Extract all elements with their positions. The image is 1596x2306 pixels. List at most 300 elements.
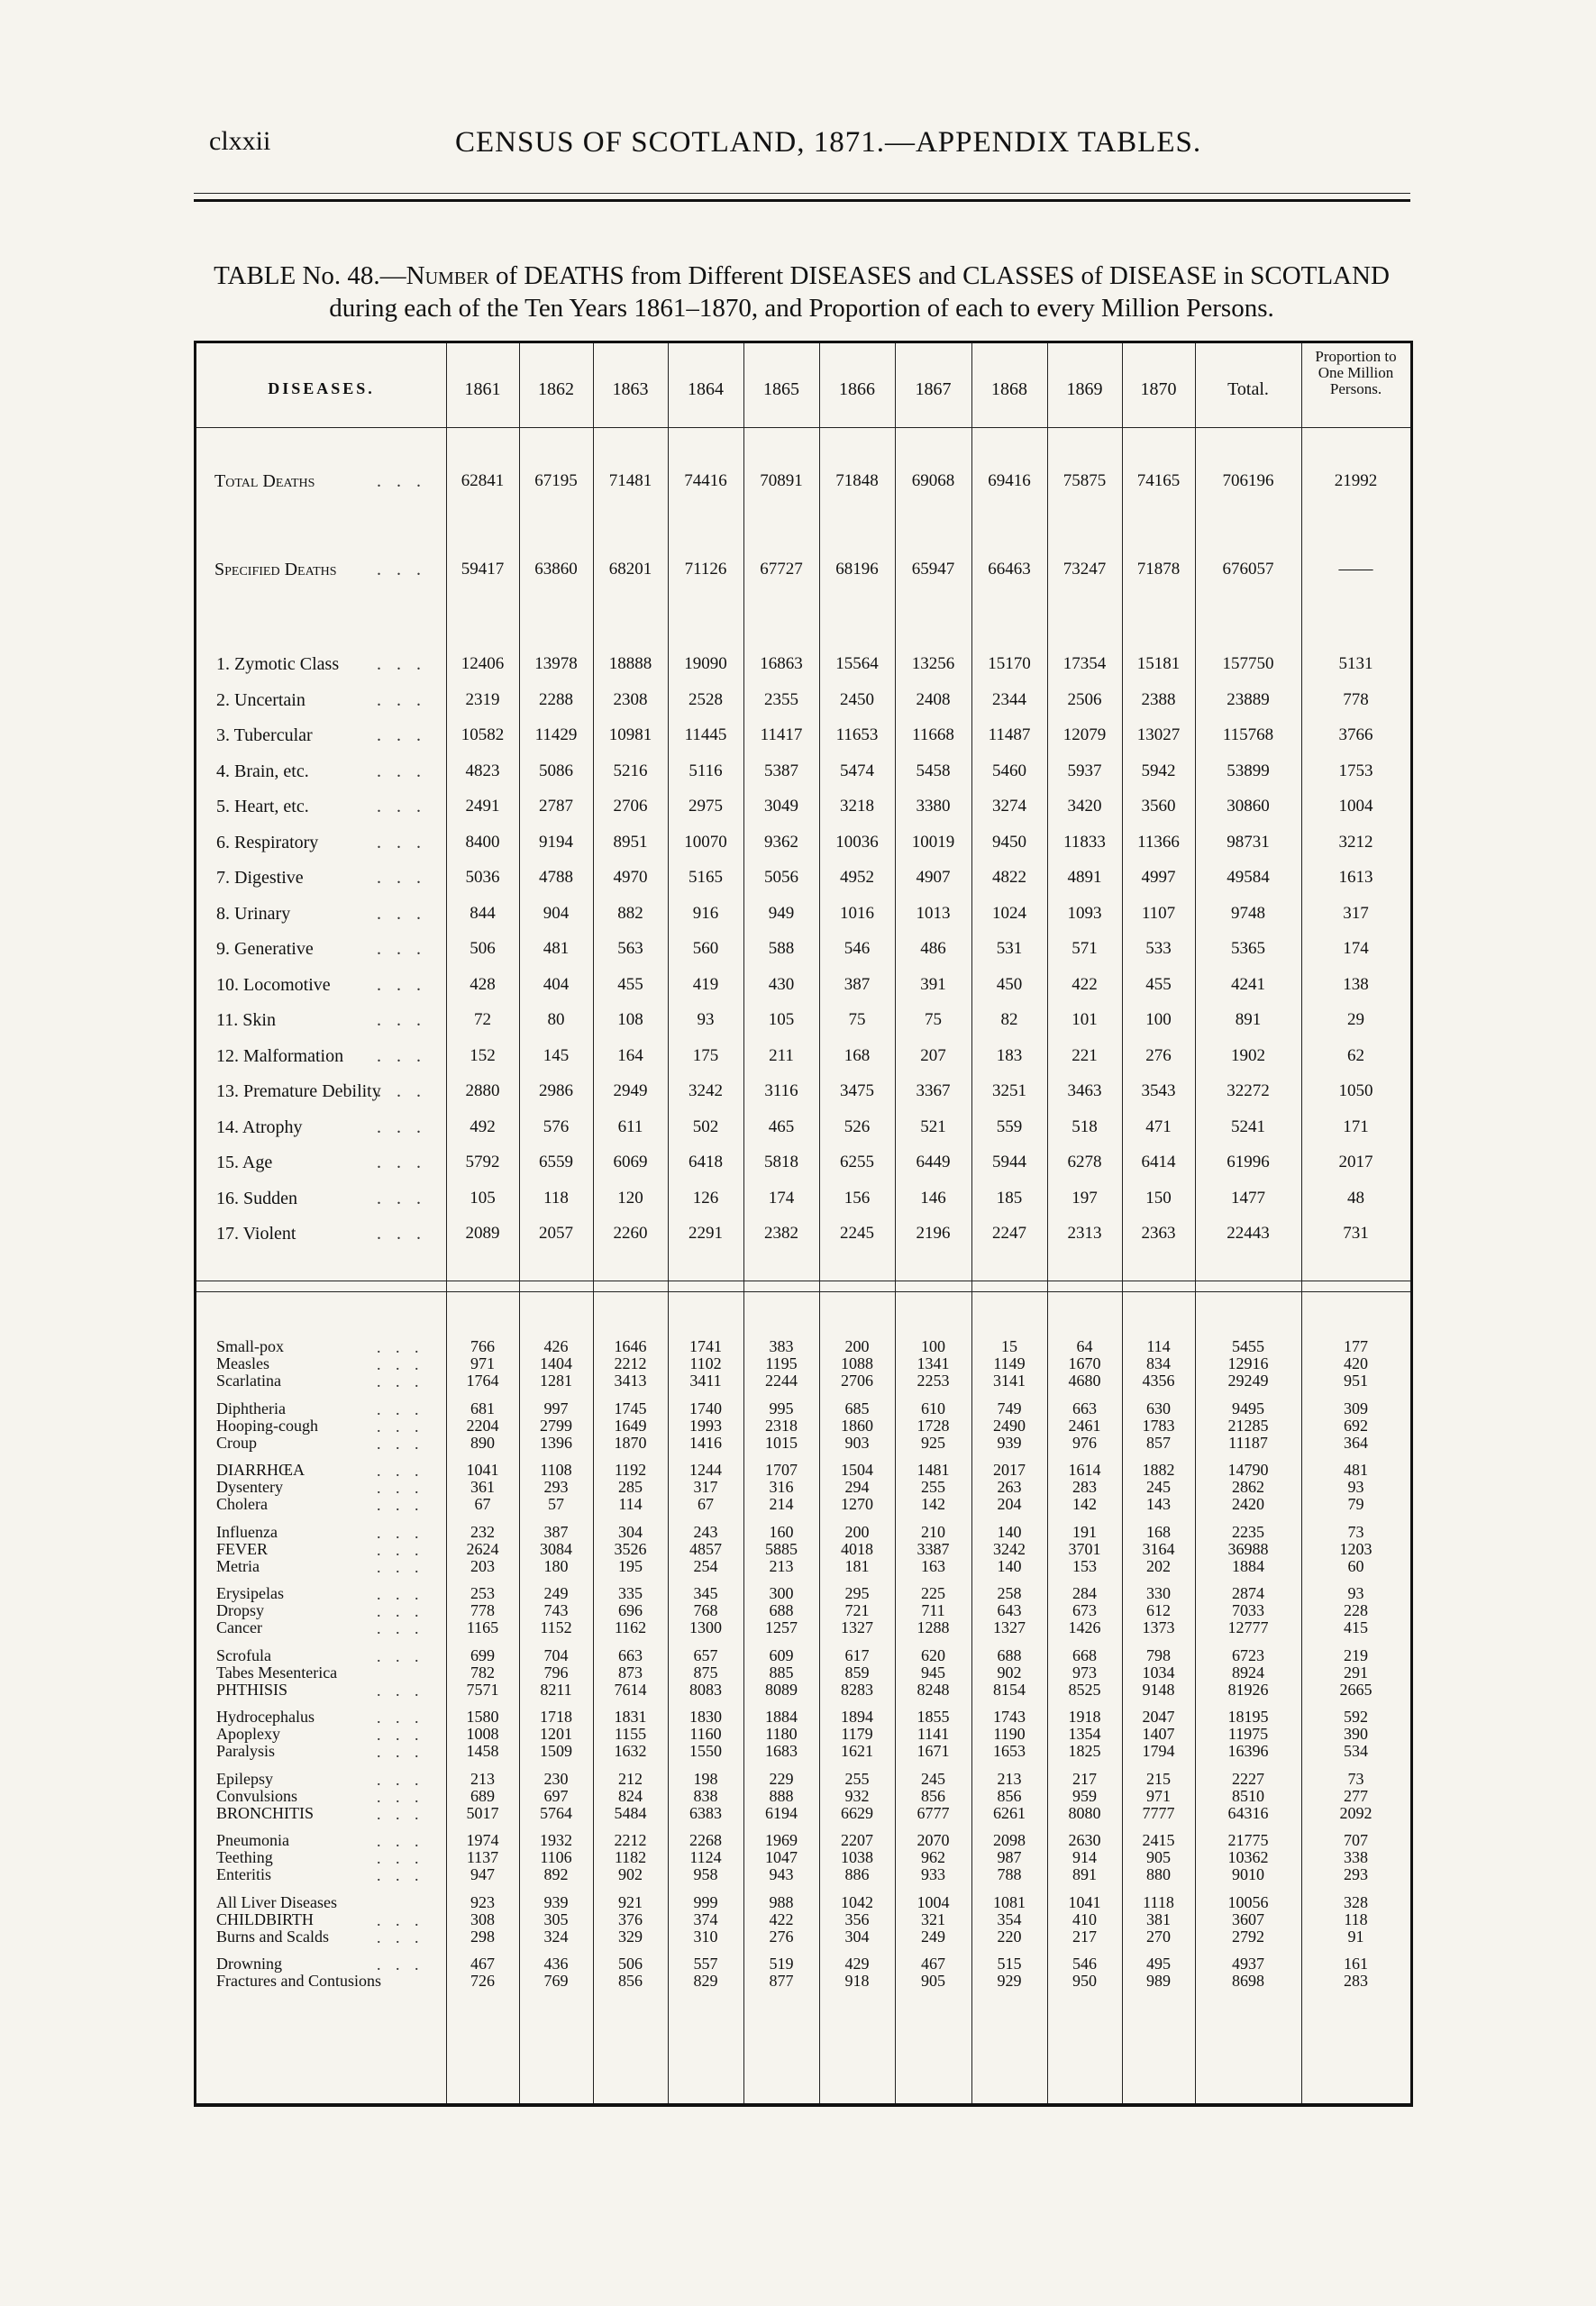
leader-dots: . . . bbox=[377, 1619, 424, 1637]
data-cell: 4823 bbox=[465, 761, 500, 780]
row-label: Enteritis bbox=[216, 1865, 271, 1883]
data-cell: 7614 bbox=[614, 1680, 647, 1699]
data-cell: 904 bbox=[543, 903, 570, 923]
data-cell: 2355 bbox=[764, 689, 798, 709]
data-cell: 2799 bbox=[540, 1416, 572, 1435]
data-cell: 71481 bbox=[608, 471, 652, 490]
row-label: 3. Tubercular bbox=[216, 725, 313, 745]
row-label: Total Deaths bbox=[214, 471, 315, 491]
leader-dots: . . . bbox=[377, 903, 426, 924]
data-cell: 426 bbox=[543, 1337, 569, 1355]
data-cell: 180 bbox=[543, 1556, 569, 1575]
data-cell: 859 bbox=[844, 1663, 870, 1682]
row-label: FEVER bbox=[216, 1539, 269, 1558]
row-label: Scarlatina bbox=[216, 1372, 281, 1390]
data-cell: 304 bbox=[618, 1522, 643, 1541]
data-cell: 21285 bbox=[1227, 1416, 1269, 1435]
data-cell: 100 bbox=[921, 1337, 945, 1355]
data-cell: 5460 bbox=[992, 761, 1026, 780]
data-cell: 30860 bbox=[1227, 797, 1270, 816]
data-cell: 100 bbox=[1145, 1010, 1172, 1029]
data-cell: 140 bbox=[997, 1522, 1022, 1541]
data-cell: 2490 bbox=[993, 1416, 1026, 1435]
row-label: 17. Violent bbox=[216, 1224, 296, 1244]
data-cell: 140 bbox=[997, 1556, 1022, 1575]
data-cell: 21775 bbox=[1227, 1831, 1269, 1849]
data-cell: 4997 bbox=[1141, 868, 1176, 887]
data-cell: 3413 bbox=[614, 1372, 647, 1390]
data-cell: 283 bbox=[1072, 1478, 1097, 1496]
data-cell: 321 bbox=[921, 1910, 945, 1928]
column-header: 1861 bbox=[464, 379, 501, 399]
leader-dots: . . . bbox=[377, 1153, 426, 1172]
data-cell: 1106 bbox=[540, 1848, 572, 1866]
data-cell: 663 bbox=[618, 1645, 643, 1664]
data-cell: 5387 bbox=[764, 761, 798, 780]
data-cell: 191 bbox=[1072, 1522, 1097, 1541]
data-cell: 13978 bbox=[534, 654, 578, 673]
row-label: 11. Skin bbox=[216, 1010, 276, 1030]
data-cell: 276 bbox=[769, 1927, 794, 1946]
data-cell: 1653 bbox=[993, 1742, 1026, 1760]
leader-dots: . . . bbox=[377, 1338, 424, 1356]
data-cell: 673 bbox=[1072, 1601, 1097, 1619]
data-cell: 11366 bbox=[1137, 832, 1180, 852]
data-cell: 5365 bbox=[1231, 939, 1265, 958]
data-cell: 2363 bbox=[1141, 1224, 1176, 1243]
column-header: 1867 bbox=[915, 379, 952, 399]
data-cell: 3141 bbox=[993, 1372, 1026, 1390]
data-cell: 7571 bbox=[466, 1680, 499, 1699]
data-cell: 328 bbox=[1344, 1892, 1368, 1911]
row-label: All Liver Diseases bbox=[216, 1892, 337, 1911]
data-cell: 2874 bbox=[1232, 1584, 1264, 1602]
leader-dots: . . . bbox=[377, 1646, 424, 1665]
data-cell: 4937 bbox=[1232, 1955, 1264, 1973]
data-cell: 8698 bbox=[1232, 1972, 1264, 1990]
data-cell: 918 bbox=[844, 1972, 870, 1990]
data-cell: 64 bbox=[1076, 1337, 1093, 1355]
data-cell: 19090 bbox=[684, 654, 727, 673]
data-cell: 13256 bbox=[911, 654, 955, 673]
data-cell: 1008 bbox=[466, 1725, 499, 1743]
data-cell: 875 bbox=[693, 1663, 718, 1682]
data-cell: 61996 bbox=[1227, 1153, 1270, 1171]
data-cell: 766 bbox=[470, 1337, 495, 1355]
data-cell: 210 bbox=[921, 1522, 945, 1541]
data-cell: 2092 bbox=[1339, 1803, 1373, 1822]
data-cell: 2308 bbox=[613, 689, 648, 709]
leader-dots: . . . bbox=[377, 725, 426, 745]
data-cell: 157750 bbox=[1222, 654, 1274, 673]
data-cell: 15 bbox=[1001, 1337, 1017, 1355]
data-cell: 721 bbox=[844, 1601, 870, 1619]
data-cell: 1093 bbox=[1067, 903, 1102, 923]
data-cell: 471 bbox=[1145, 1117, 1172, 1136]
data-cell: 66463 bbox=[988, 560, 1031, 579]
data-cell: 5885 bbox=[765, 1539, 798, 1558]
data-cell: 53899 bbox=[1227, 761, 1270, 780]
data-cell: 8510 bbox=[1232, 1786, 1264, 1805]
data-cell: 612 bbox=[1146, 1601, 1171, 1619]
data-cell: 697 bbox=[543, 1786, 569, 1805]
data-cell: 502 bbox=[692, 1117, 719, 1136]
column-header: 1869 bbox=[1066, 379, 1103, 399]
data-cell: 101 bbox=[1072, 1010, 1098, 1029]
data-cell: 8951 bbox=[613, 832, 648, 852]
data-cell: 71878 bbox=[1136, 560, 1181, 579]
data-cell: 1038 bbox=[841, 1848, 873, 1866]
data-cell: 81926 bbox=[1227, 1680, 1269, 1699]
data-cell: 1203 bbox=[1339, 1539, 1373, 1558]
row-label: Dysentery bbox=[216, 1478, 283, 1496]
data-cell: 1201 bbox=[540, 1725, 572, 1743]
row-label: Metria bbox=[216, 1556, 260, 1575]
data-cell: 559 bbox=[996, 1117, 1023, 1136]
data-cell: 657 bbox=[693, 1645, 718, 1664]
data-cell: 1646 bbox=[614, 1337, 647, 1355]
data-cell: 220 bbox=[997, 1927, 1022, 1946]
data-cell: 330 bbox=[1146, 1584, 1171, 1602]
row-label: Drowning bbox=[216, 1955, 282, 1973]
data-cell: 1244 bbox=[689, 1461, 722, 1479]
data-cell: 973 bbox=[1072, 1663, 1097, 1682]
data-cell: 857 bbox=[1146, 1433, 1171, 1452]
data-cell: 1764 bbox=[466, 1372, 499, 1390]
data-cell: 15564 bbox=[835, 654, 879, 673]
row-label: 1. Zymotic Class bbox=[216, 654, 340, 674]
data-cell: 2630 bbox=[1068, 1831, 1101, 1849]
data-cell: 422 bbox=[769, 1910, 794, 1928]
leader-dots: . . . bbox=[377, 1832, 424, 1850]
leader-dots: . . . bbox=[377, 1928, 424, 1946]
data-cell: 67 bbox=[698, 1495, 714, 1513]
data-cell: 291 bbox=[1344, 1663, 1368, 1682]
data-cell: 308 bbox=[470, 1910, 495, 1928]
data-cell: 75 bbox=[848, 1010, 866, 1029]
data-cell: 951 bbox=[1344, 1372, 1368, 1390]
data-cell: 145 bbox=[543, 1045, 570, 1065]
data-cell: 5017 bbox=[466, 1803, 499, 1822]
data-cell: 3116 bbox=[764, 1081, 798, 1100]
data-cell: 12777 bbox=[1227, 1618, 1269, 1636]
data-cell: 2098 bbox=[993, 1831, 1026, 1849]
data-cell: 1102 bbox=[689, 1354, 722, 1372]
data-cell: 263 bbox=[997, 1478, 1022, 1496]
data-cell: 1974 bbox=[466, 1831, 499, 1849]
data-cell: 75875 bbox=[1062, 471, 1107, 490]
leader-dots: . . . bbox=[377, 939, 426, 959]
data-cell: 10582 bbox=[461, 725, 505, 744]
data-cell: 436 bbox=[543, 1955, 569, 1973]
data-cell: 450 bbox=[996, 974, 1023, 994]
data-cell: 526 bbox=[844, 1117, 871, 1136]
leader-dots: . . . bbox=[377, 1434, 424, 1453]
data-cell: 1016 bbox=[840, 903, 874, 923]
data-cell: 891 bbox=[1235, 1010, 1262, 1029]
row-label: 4. Brain, etc. bbox=[216, 761, 309, 781]
data-cell: 611 bbox=[617, 1117, 643, 1136]
data-cell: 1671 bbox=[917, 1742, 950, 1760]
data-cell: 3218 bbox=[840, 797, 874, 816]
data-cell: 7777 bbox=[1142, 1803, 1175, 1822]
data-cell: 696 bbox=[618, 1601, 643, 1619]
data-cell: 668 bbox=[1072, 1645, 1097, 1664]
data-cell: 620 bbox=[921, 1645, 945, 1664]
data-cell: 610 bbox=[921, 1399, 945, 1417]
data-cell: 293 bbox=[1344, 1865, 1368, 1883]
data-cell: 923 bbox=[470, 1892, 495, 1911]
data-cell: 1621 bbox=[841, 1742, 873, 1760]
row-label: Tabes Mesenterica bbox=[216, 1663, 338, 1682]
data-cell: 9362 bbox=[764, 832, 798, 852]
data-cell: 11653 bbox=[835, 725, 879, 744]
data-cell: 9194 bbox=[539, 832, 573, 852]
data-cell: 546 bbox=[1072, 1955, 1097, 1973]
data-cell: 1902 bbox=[1231, 1045, 1265, 1065]
data-cell: 2706 bbox=[613, 797, 648, 816]
data-cell: 255 bbox=[844, 1769, 870, 1788]
data-cell: 3543 bbox=[1141, 1081, 1176, 1100]
data-cell: 138 bbox=[1343, 974, 1369, 994]
data-cell: 1300 bbox=[689, 1618, 722, 1636]
data-cell: 7033 bbox=[1232, 1601, 1264, 1619]
leader-dots: . . . bbox=[377, 1602, 424, 1620]
data-cell: 1632 bbox=[614, 1742, 647, 1760]
data-cell: 688 bbox=[997, 1645, 1022, 1664]
data-cell: 6559 bbox=[539, 1153, 573, 1171]
leader-dots: . . . bbox=[377, 1355, 424, 1373]
data-cell: 75 bbox=[925, 1010, 942, 1029]
data-cell: 217 bbox=[1072, 1769, 1097, 1788]
data-cell: 1396 bbox=[540, 1433, 572, 1452]
data-cell: 93 bbox=[1347, 1478, 1364, 1496]
data-cell: 305 bbox=[543, 1910, 569, 1928]
data-cell: 704 bbox=[543, 1645, 569, 1664]
data-cell: 492 bbox=[470, 1117, 496, 1136]
data-cell: 163 bbox=[921, 1556, 945, 1575]
data-cell: 200 bbox=[844, 1522, 870, 1541]
data-cell: 3380 bbox=[916, 797, 951, 816]
data-cell: 707 bbox=[1344, 1831, 1368, 1849]
data-cell: 221 bbox=[1072, 1045, 1098, 1065]
data-cell: 2207 bbox=[841, 1831, 873, 1849]
data-cell: 422 bbox=[1072, 974, 1098, 994]
data-cell: 834 bbox=[1146, 1354, 1171, 1372]
data-cell: 6629 bbox=[841, 1803, 873, 1822]
data-cell: 1107 bbox=[1141, 903, 1176, 923]
data-cell: 304 bbox=[844, 1927, 870, 1946]
data-cell: 1884 bbox=[1232, 1556, 1264, 1575]
data-cell: 300 bbox=[769, 1584, 794, 1602]
data-cell: 1013 bbox=[916, 903, 951, 923]
data-cell: 971 bbox=[470, 1354, 495, 1372]
row-label: Convulsions bbox=[216, 1786, 298, 1805]
data-cell: 557 bbox=[693, 1955, 718, 1973]
data-cell: 21992 bbox=[1334, 471, 1378, 490]
data-cell: 2528 bbox=[689, 689, 723, 709]
data-cell: 3420 bbox=[1067, 797, 1102, 816]
data-cell: 17354 bbox=[1062, 654, 1107, 673]
data-cell: 2017 bbox=[1338, 1153, 1373, 1171]
data-cell: 32272 bbox=[1227, 1081, 1270, 1100]
data-cell: 2415 bbox=[1142, 1831, 1175, 1849]
data-cell: 2319 bbox=[465, 689, 500, 709]
row-label: Influenza bbox=[216, 1522, 278, 1541]
data-cell: 3212 bbox=[1338, 832, 1373, 852]
leader-dots: . . . bbox=[377, 1496, 424, 1514]
data-cell: 2382 bbox=[764, 1224, 798, 1243]
leader-dots: . . . bbox=[377, 1770, 424, 1789]
data-cell: 1108 bbox=[540, 1461, 572, 1479]
data-cell: 6383 bbox=[689, 1803, 722, 1822]
data-cell: 213 bbox=[769, 1556, 794, 1575]
data-cell: 29249 bbox=[1227, 1372, 1269, 1390]
data-cell: 11487 bbox=[988, 725, 1031, 744]
data-cell: 212 bbox=[618, 1769, 643, 1788]
data-cell: 3475 bbox=[840, 1081, 874, 1100]
data-cell: 2268 bbox=[689, 1831, 722, 1849]
row-label: Erysipelas bbox=[216, 1584, 284, 1602]
data-cell: 947 bbox=[470, 1865, 495, 1883]
row-label: DIARRHŒA bbox=[216, 1461, 306, 1479]
data-cell: 217 bbox=[1072, 1927, 1097, 1946]
data-cell: 1860 bbox=[841, 1416, 873, 1435]
data-cell: 410 bbox=[1072, 1910, 1097, 1928]
data-cell: 6261 bbox=[993, 1803, 1026, 1822]
data-cell: 160 bbox=[769, 1522, 794, 1541]
column-header: Proportion to One Million Persons. bbox=[1315, 348, 1397, 397]
data-cell: 48 bbox=[1347, 1188, 1364, 1208]
data-cell: 796 bbox=[543, 1663, 569, 1682]
row-label: 16. Sudden bbox=[216, 1188, 297, 1208]
data-cell: 2288 bbox=[539, 689, 573, 709]
data-cell: 23889 bbox=[1227, 689, 1270, 709]
data-cell: 276 bbox=[1145, 1045, 1172, 1065]
data-cell: 1683 bbox=[765, 1742, 798, 1760]
data-cell: 2862 bbox=[1232, 1478, 1264, 1496]
data-cell: 67727 bbox=[760, 560, 803, 579]
data-cell: 592 bbox=[1344, 1708, 1368, 1726]
data-cell: 838 bbox=[693, 1786, 718, 1805]
data-cell: 959 bbox=[1072, 1786, 1097, 1805]
data-cell: 2070 bbox=[917, 1831, 950, 1849]
data-cell: 214 bbox=[769, 1495, 794, 1513]
data-cell: 5458 bbox=[916, 761, 951, 780]
data-cell: 3049 bbox=[764, 797, 798, 816]
data-cell: 2665 bbox=[1339, 1680, 1373, 1699]
data-cell: 74165 bbox=[1136, 471, 1181, 490]
data-cell: 8089 bbox=[765, 1680, 798, 1699]
data-cell: 174 bbox=[1343, 939, 1369, 958]
data-cell: 1753 bbox=[1338, 761, 1373, 780]
data-cell: 902 bbox=[618, 1865, 643, 1883]
row-label: 2. Uncertain bbox=[216, 689, 306, 710]
table-number: TABLE No. 48.— bbox=[214, 261, 406, 290]
data-cell: 383 bbox=[769, 1337, 794, 1355]
data-cell: 171 bbox=[1343, 1117, 1369, 1136]
data-cell: 4680 bbox=[1068, 1372, 1101, 1390]
data-cell: 844 bbox=[470, 903, 496, 923]
row-label: 5. Heart, etc. bbox=[216, 797, 309, 816]
leader-dots: . . . bbox=[377, 1479, 424, 1497]
data-cell: 902 bbox=[997, 1663, 1022, 1682]
data-cell: 108 bbox=[617, 1010, 643, 1029]
data-cell: 515 bbox=[997, 1955, 1022, 1973]
leader-dots: . . . bbox=[377, 1866, 424, 1884]
data-cell: 200 bbox=[844, 1337, 870, 1355]
data-cell: 1327 bbox=[993, 1618, 1026, 1636]
data-cell: 6777 bbox=[917, 1803, 950, 1822]
data-cell: 1613 bbox=[1338, 868, 1373, 887]
leader-dots: . . . bbox=[377, 1585, 424, 1603]
data-cell: 1783 bbox=[1142, 1416, 1175, 1435]
data-cell: 2204 bbox=[466, 1416, 499, 1435]
data-cell: 1041 bbox=[466, 1461, 499, 1479]
data-cell: 219 bbox=[1344, 1645, 1368, 1664]
data-cell: 546 bbox=[844, 939, 871, 958]
leader-dots: . . . bbox=[377, 868, 426, 888]
data-cell: 13027 bbox=[1136, 725, 1181, 744]
data-cell: 181 bbox=[844, 1556, 870, 1575]
data-cell: 114 bbox=[618, 1495, 643, 1513]
data-cell: 882 bbox=[617, 903, 643, 923]
row-label: Apoplexy bbox=[216, 1725, 280, 1743]
data-cell: 215 bbox=[1146, 1769, 1171, 1788]
data-cell: 5165 bbox=[689, 868, 723, 887]
data-cell: 6414 bbox=[1141, 1153, 1176, 1171]
data-cell: 1882 bbox=[1142, 1461, 1175, 1479]
data-cell: 676057 bbox=[1222, 560, 1274, 579]
data-cell: 11975 bbox=[1227, 1725, 1269, 1743]
data-cell: 2792 bbox=[1232, 1927, 1264, 1946]
data-cell: 6255 bbox=[840, 1153, 874, 1171]
data-cell: 4891 bbox=[1067, 868, 1102, 887]
column-header: 1862 bbox=[538, 379, 574, 399]
data-cell: 2318 bbox=[765, 1416, 798, 1435]
data-cell: 258 bbox=[997, 1584, 1022, 1602]
data-cell: 731 bbox=[1343, 1224, 1369, 1243]
data-cell: 932 bbox=[844, 1786, 870, 1805]
data-cell: 10362 bbox=[1227, 1848, 1269, 1866]
data-cell: 6723 bbox=[1232, 1645, 1264, 1664]
data-cell: 1426 bbox=[1068, 1618, 1101, 1636]
data-cell: 685 bbox=[844, 1399, 870, 1417]
data-cell: 999 bbox=[693, 1892, 718, 1911]
data-cell: 995 bbox=[769, 1399, 794, 1417]
data-cell: 338 bbox=[1344, 1848, 1368, 1866]
data-cell: 943 bbox=[769, 1865, 794, 1883]
data-cell: 989 bbox=[1146, 1972, 1171, 1990]
data-cell: 3367 bbox=[916, 1081, 951, 1100]
data-cell: 8924 bbox=[1232, 1663, 1264, 1682]
data-cell: 230 bbox=[543, 1769, 569, 1788]
row-label: 9. Generative bbox=[216, 939, 314, 959]
data-cell: 506 bbox=[470, 939, 496, 958]
data-cell: 255 bbox=[921, 1478, 945, 1496]
data-cell: 73 bbox=[1347, 1522, 1364, 1541]
data-cell: 5131 bbox=[1338, 654, 1373, 673]
leader-dots: . . . bbox=[377, 689, 426, 710]
data-cell: 467 bbox=[921, 1955, 945, 1973]
leader-dots: . . . bbox=[377, 1726, 424, 1744]
data-cell: 2986 bbox=[539, 1081, 573, 1100]
data-cell: 576 bbox=[543, 1117, 570, 1136]
data-cell: 1190 bbox=[993, 1725, 1026, 1743]
data-cell: 5792 bbox=[465, 1153, 500, 1171]
leader-dots: . . . bbox=[377, 1849, 424, 1867]
data-cell: 1740 bbox=[689, 1399, 722, 1417]
